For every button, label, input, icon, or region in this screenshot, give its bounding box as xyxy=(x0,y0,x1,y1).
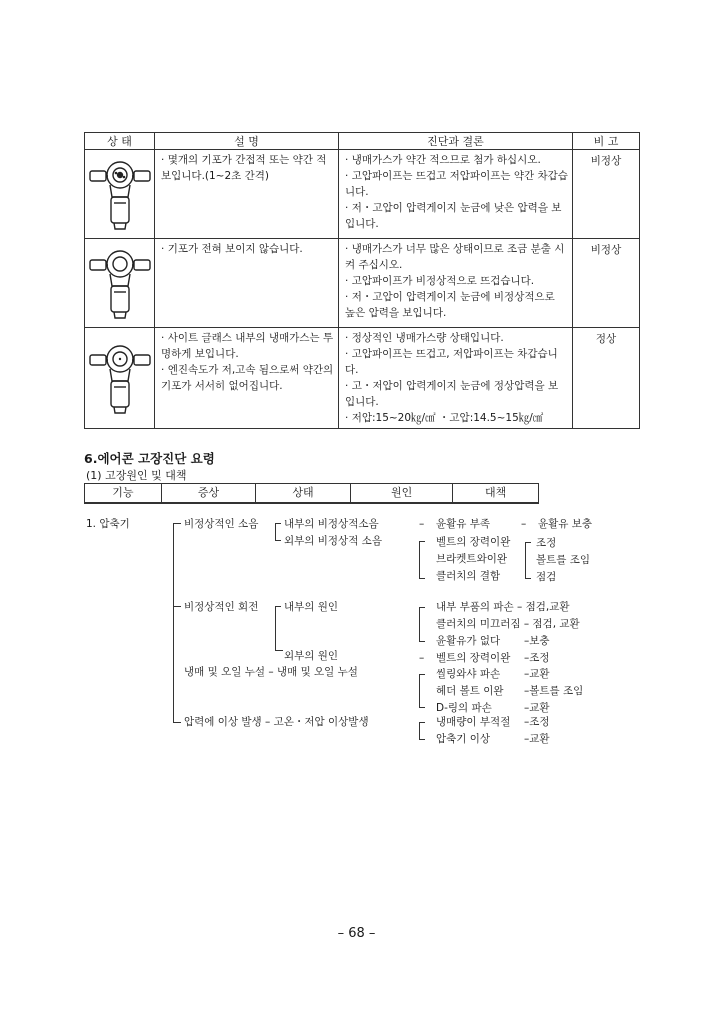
diagnosis-line: · 고압파이프는 뜨겁고, 저압파이프는 차갑습니다. xyxy=(345,346,568,378)
tree-bracket-line xyxy=(275,523,281,524)
cause-label: 벨트의 장력이완 xyxy=(436,536,511,548)
tree-bracket-line xyxy=(275,606,281,607)
diagnosis-line: · 냉매가스가 약간 적으므로 첨가 하십시오. xyxy=(345,152,568,168)
tree-bracket-line xyxy=(275,606,276,650)
diagnosis-line: · 정상적인 냉매가스량 상태입니다. xyxy=(345,330,568,346)
tree-branch-line xyxy=(173,722,181,723)
diagnosis-line: · 냉매가스가 너무 많은 상태이므로 조금 분출 시켜 주십시오. xyxy=(345,241,568,273)
cause-label: 브라켓트와이완 xyxy=(436,553,508,565)
state-label: 외부의 비정상적 소음 xyxy=(284,535,382,547)
section-title: 6.에어콘 고장진단 요령 xyxy=(84,451,215,466)
tree-bracket-line xyxy=(275,540,281,541)
remedy-label: 볼트를 조임 xyxy=(536,554,591,566)
tree-bracket-line xyxy=(419,541,425,542)
cause-label: 클러치의 결함 xyxy=(436,570,501,582)
diagnosis-line: · 저・고압이 압력게이지 눈금에 낮은 압력을 보입니다. xyxy=(345,200,568,232)
diagnosis-line: · 고압파이프가 비정상적으로 뜨겁습니다. xyxy=(345,273,568,289)
tree-bracket-line xyxy=(419,722,425,723)
tree-trunk-line xyxy=(173,523,174,722)
header-note: 비 고 xyxy=(573,133,640,150)
column-cause: 원인 xyxy=(351,484,454,502)
dash: – xyxy=(419,518,425,530)
tree-bracket-line xyxy=(275,650,283,651)
header-description: 설 명 xyxy=(155,133,339,150)
tree-bracket-line xyxy=(419,641,425,642)
tree-bracket-line xyxy=(419,722,420,739)
remedy-label: –교환 xyxy=(524,733,550,745)
remedy-label: –보충 xyxy=(524,635,550,647)
header-state: 상 태 xyxy=(85,133,155,150)
symptom-leak: 냉매 및 오일 누설 – 냉매 및 오일 누설 xyxy=(184,666,358,678)
description-line: · 몇개의 기포가 간접적 또는 약간 적 보입니다.(1~2초 간격) xyxy=(161,152,334,184)
cause-label: 벨트의 장력이완 xyxy=(436,652,511,664)
description-line: · 엔진속도가 저,고속 됨으로써 약간의 기포가 서서히 없어집니다. xyxy=(161,362,334,394)
tree-branch-line xyxy=(173,523,181,524)
state-label: 외부의 원인 xyxy=(284,650,339,662)
dash: – xyxy=(419,652,425,664)
tree-bracket-line xyxy=(419,674,420,707)
note-cell: 비정상 xyxy=(573,239,640,328)
remedy-label: 점검 xyxy=(536,571,557,583)
column-symptom: 증상 xyxy=(162,484,257,502)
remedy-label: –조정 xyxy=(524,652,550,664)
cause-label: 윤활유 부족 xyxy=(436,518,491,530)
tree-bracket-line xyxy=(275,523,276,540)
tree-bracket-line xyxy=(419,541,420,578)
diagnosis-line: · 고압파이프는 뜨겁고 저압파이프는 약간 차갑습니다. xyxy=(345,168,568,200)
remedy-label: 윤활유 보충 xyxy=(538,518,593,530)
description-line: · 기포가 전혀 보이지 않습니다. xyxy=(161,241,334,257)
tree-branch-line xyxy=(173,606,181,607)
page-number: – 68 – xyxy=(337,926,376,941)
column-function: 기능 xyxy=(85,484,162,502)
cause-label: 클러치의 미끄러짐 – 점검, 교환 xyxy=(436,618,580,630)
section-subtitle: (1) 고장원인 및 대책 xyxy=(86,469,187,482)
cause-label: D-링의 파손 xyxy=(436,702,492,714)
tree-bracket-line xyxy=(525,542,531,543)
cause-label: 윤활유가 없다 xyxy=(436,635,501,647)
note-cell: 비정상 xyxy=(573,150,640,239)
diagnosis-line: · 저압:15~20㎏/㎠ ・고압:14.5~15㎏/㎠ xyxy=(345,410,568,426)
remedy-label: –조정 xyxy=(524,716,550,728)
tree-bracket-line xyxy=(525,578,531,579)
symptom-abnormal-noise: 비정상적인 소음 xyxy=(184,518,259,530)
header-diagnosis: 진단과 결론 xyxy=(339,133,573,150)
function-label: 1. 압축기 xyxy=(86,518,130,530)
diagnosis-line: · 저・고압이 압력게이지 눈금에 비정상적으로 높은 압력을 보입니다. xyxy=(345,289,568,321)
symptom-abnormal-rotation: 비정상적인 회전 xyxy=(184,601,259,613)
tree-bracket-line xyxy=(525,542,526,578)
remedy-label: –교환 xyxy=(524,668,550,680)
column-remedy: 대책 xyxy=(485,486,507,499)
remedy-label: 조정 xyxy=(536,537,557,549)
cause-label: 압축기 이상 xyxy=(436,733,491,745)
dash: – xyxy=(521,518,527,530)
remedy-label: –볼트를 조임 xyxy=(524,685,584,697)
cause-label: 내부 부품의 파손 – 점검,교환 xyxy=(436,601,570,613)
symptom-pressure: 압력에 이상 발생 – 고온・저압 이상발생 xyxy=(184,716,369,728)
state-label: 내부의 원인 xyxy=(284,601,339,613)
note-cell: 정상 xyxy=(573,328,640,429)
cause-label: 냉매량이 부적절 xyxy=(436,716,511,728)
description-line: · 사이트 글래스 내부의 냉매가스는 투명하게 보입니다. xyxy=(161,330,334,362)
column-state: 상태 xyxy=(256,484,351,502)
tree-bracket-line xyxy=(419,707,425,708)
remedy-label: –교환 xyxy=(524,702,550,714)
cause-label: 씰링와샤 파손 xyxy=(436,668,501,680)
tree-bracket-line xyxy=(419,739,425,740)
state-label: 내부의 비정상적소음 xyxy=(284,518,379,530)
cause-label: 헤더 볼트 이완 xyxy=(436,685,504,697)
tree-bracket-line xyxy=(419,607,425,608)
diagnosis-line: · 고・저압이 압력게이지 눈금에 정상압력을 보입니다. xyxy=(345,378,568,410)
tree-bracket-line xyxy=(419,607,420,641)
tree-bracket-line xyxy=(419,674,425,675)
tree-bracket-line xyxy=(419,578,425,579)
